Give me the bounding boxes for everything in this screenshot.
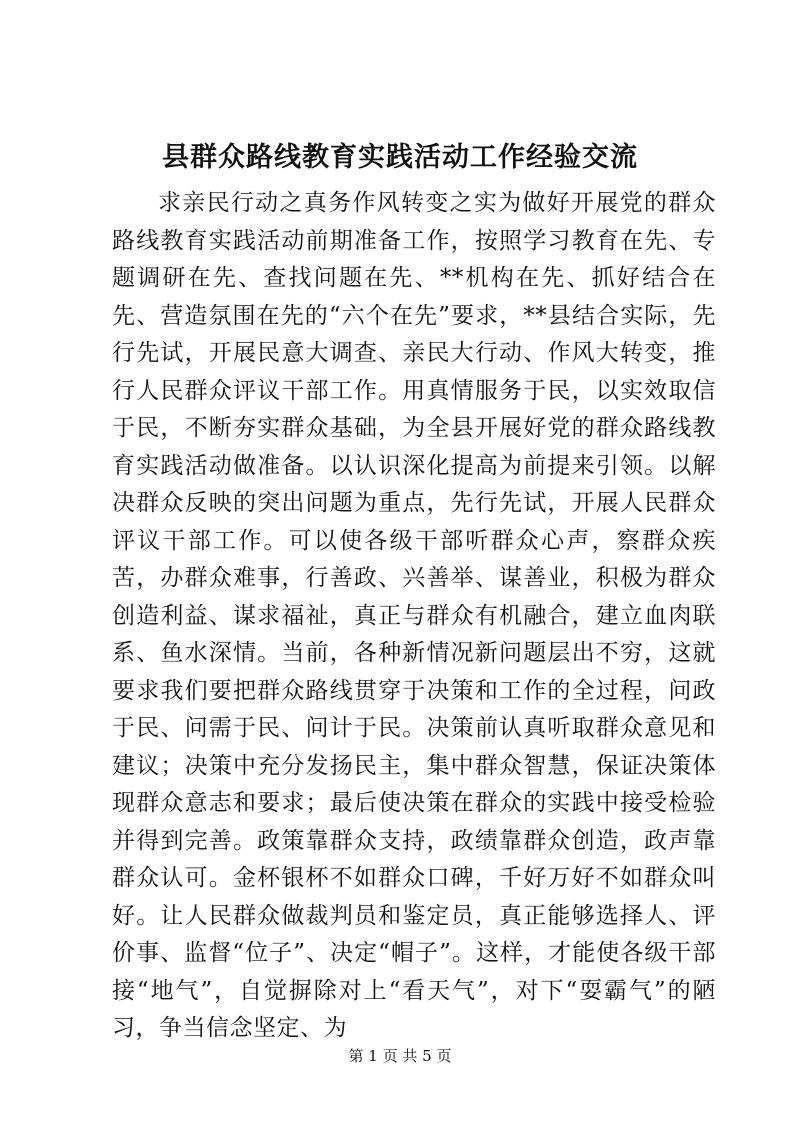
page-number-footer: 第 1 页 共 5 页 [348, 1047, 452, 1065]
document-title: 县群众路线教育实践活动工作经验交流 [162, 142, 638, 173]
document-body-paragraph: 求亲民行动之真务作风转变之实为做好开展党的群众路线教育实践活动前期准备工作，按照学习教育在先、专题调研在先、查找问题在先、**机构在先、抓好结合在先、营造氛围在先的“六个在先”要求，**县结合实际，先行先试，开展民意大调查、亲民大行动、作风大转变，推行人民群众评议干部工作。用真情服务于民，以实效取信于民，不断夯实群众基础，为全县开展好党的群众路线教育实践活动做准备。以认识深化提高为前提来引领。以解决群众反映的突出问题为重点，先行先试，开展人民群众评议干部工作。可以使各级干部听群众心声，察群众疾苦，办群众难事，行善政、兴善举、谋善业，积极为群众创造利益、谋求福祉，真正与群众有机融合，建立血肉联系、鱼水深情。当前，各种新情况新问题层出不穷，这就要求我们要把群众路线贯穿于决策和工作的全过程，问政于民、问需于民、问计于民。决策前认真听取群众意见和建议；决策中充分发扬民主，集中群众智慧，保证决策体现群众意志和要求；最后使决策在群众的实践中接受检验并得到完善。政策靠群众支持，政绩靠群众创造，政声靠群众认可。金杯银杯不如群众口碑，千好万好不如群众叫好。让人民群众做裁判员和鉴定员，真正能够选择人、评价事、监督“位子”、决定“帽子”。这样，才能使各级干部接“地气”，自觉摒除对上“看天气”，对下“耍霸气”的陋习，争当信念坚定、为 [112, 190, 716, 1041]
